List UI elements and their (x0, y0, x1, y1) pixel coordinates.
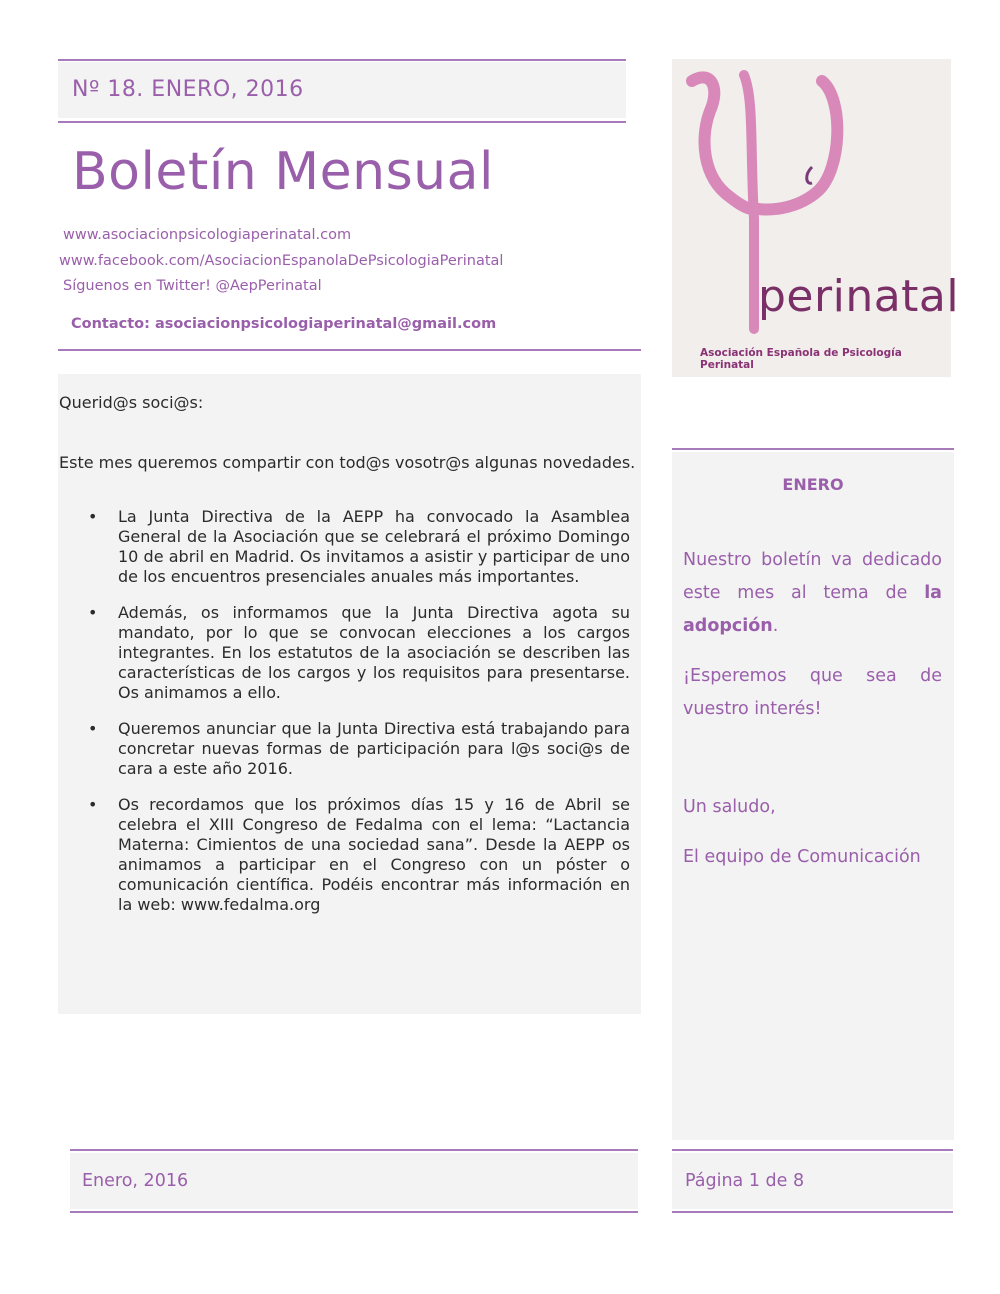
bullet-icon: • (88, 795, 98, 814)
sidebar-para-line3 (683, 610, 778, 643)
sidebar-topic: adopción (683, 616, 773, 636)
header-issue-rule (58, 121, 626, 123)
page-number: Página 1 de 8 (685, 1171, 805, 1191)
logo-caption: Asociación Española de Psicología Perinatal (700, 347, 902, 371)
logo-word: perinatal (758, 271, 960, 322)
footer-right-bottom-rule (672, 1211, 953, 1213)
twitter-link[interactable]: Síguenos en Twitter! @AepPerinatal (63, 278, 322, 294)
sidebar-wish-line2: vuestro interés! (683, 699, 822, 719)
news-list (58, 507, 630, 931)
facebook-link[interactable]: www.facebook.com/AsociacionEspanolaDePsicologiaPerinatal (59, 253, 504, 269)
list-item-text: Además, os informamos que la Junta Directiva agota su mandato, por lo que se convocan elecciones a los cargos integrantes. En los estatutos de la asociación se describen las características de los cargos y los requisitos para presentarse. Os animamos a ello. (118, 603, 630, 702)
contact-email[interactable]: Contacto: asociacionpsicologiaperinatal@gmail.com (71, 316, 497, 332)
list-item-text: La Junta Directiva de la AEPP ha convocado la Asamblea General de la Asociación que se celebrará el próximo Domingo 10 de abril en Madrid. Os invitamos a asistir y participar de uno de los encuentros presenciales anuales más importantes. (118, 507, 630, 586)
sidebar-signature: El equipo de Comunicación (683, 847, 921, 867)
footer-date: Enero, 2016 (82, 1171, 189, 1191)
sidebar-para-line1: Nuestro boletín va dedicado (683, 550, 942, 570)
greeting: Querid@s soci@s: (59, 393, 204, 412)
list-item-text: Queremos anunciar que la Junta Directiva está trabajando para concretar nuevas formas de participación para l@s soci@s de cara a este año 2016. (118, 719, 630, 778)
list-item (88, 719, 630, 779)
sidebar-heading: ENERO (782, 475, 844, 494)
sidebar-para-line2 (683, 577, 942, 610)
list-item (88, 603, 630, 703)
logo (672, 59, 960, 377)
intro-text: Este mes queremos compartir con tod@s vosotr@s algunas novedades. (59, 453, 636, 472)
issue-number: Nº 18. ENERO, 2016 (72, 77, 304, 102)
list-item-text: Os recordamos que los próximos días 15 y 16 de Abril se celebra el XIII Congreso de Fedalma con el lema: “Lactancia Materna: Cimientos de una sociedad sana”. Desde la AEPP os animamos a participar en el Congreso con un póster o comunicación científica. Podéis encontrar más información en la web: www.fedalma.org (118, 795, 630, 914)
page-title: Boletín Mensual (72, 142, 494, 202)
sidebar-top-rule (672, 448, 954, 450)
sidebar-para-line2-bold: la (924, 583, 942, 603)
list-item (88, 795, 630, 915)
bullet-icon: • (88, 719, 98, 738)
footer-left-top-rule (70, 1149, 638, 1151)
sidebar-para-line2-text: este mes al tema de (683, 583, 908, 603)
footer-left-bottom-rule (70, 1211, 638, 1213)
footer-right-top-rule (672, 1149, 953, 1151)
header-top-rule (58, 59, 626, 61)
sidebar-topic-period: . (772, 616, 779, 636)
sidebar-greeting: Un saludo, (683, 797, 776, 817)
bullet-icon: • (88, 603, 98, 622)
bullet-icon: • (88, 507, 98, 526)
list-item (88, 507, 630, 587)
sidebar-wish-line1: ¡Esperemos que sea de (683, 666, 942, 686)
psi-icon (672, 59, 951, 377)
header-bottom-rule (58, 349, 641, 351)
website-link[interactable]: www.asociacionpsicologiaperinatal.com (63, 227, 352, 243)
